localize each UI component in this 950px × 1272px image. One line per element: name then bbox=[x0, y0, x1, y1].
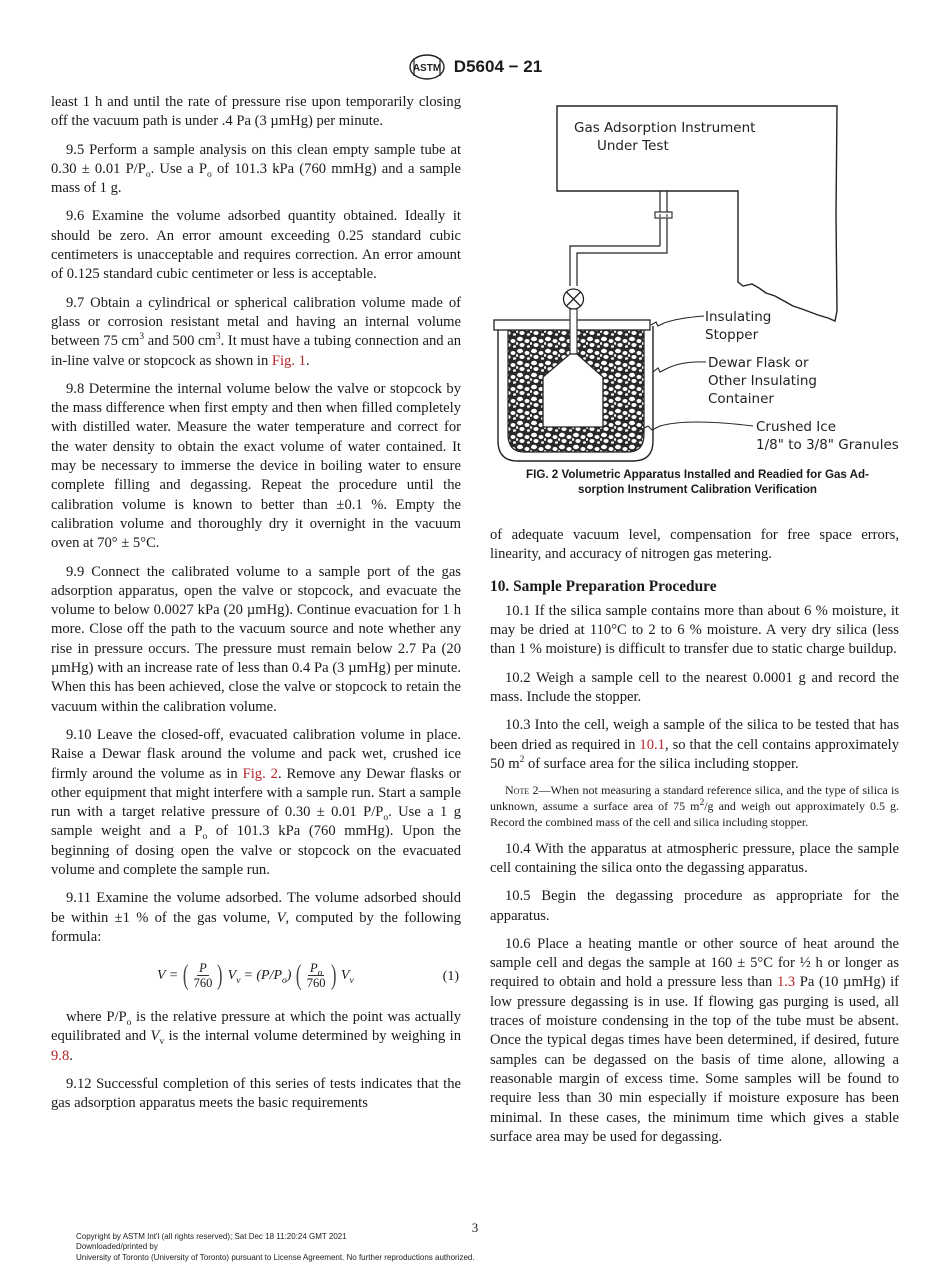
svg-text:1/8" to 3/8" Granules: 1/8" to 3/8" Granules bbox=[756, 437, 899, 453]
paragraph-9-6: 9.6 Examine the volume adsorbed quantity obtained. Ideally it should be zero. An error amount exceeding 0.25 standard cubic centimeters is unacceptable and requires correction. An error amount of 0.125 standard cubic centimeter or less is acceptable. bbox=[51, 208, 461, 283]
svg-text:Gas Adsorption Instrument: Gas Adsorption Instrument bbox=[574, 120, 756, 136]
astm-logo-icon bbox=[408, 54, 446, 80]
equation-number: (1) bbox=[442, 969, 459, 985]
svg-text:Other Insulating: Other Insulating bbox=[708, 373, 817, 389]
paragraph-continued-right: of adequate vacuum level, compensation for free space errors, linearity, and accuracy of nitrogen gas metering. bbox=[490, 527, 899, 563]
paragraph-9-7: 9.7 Obtain a cylindrical or spherical calibration volume made of glass or corrosion resistant metal and having an internal volume between 75 $cm^3$ and 500 $cm^3$. It must have a tubing connection and an in-line valve or stopcock as shown in Fig. 1. bbox=[51, 294, 461, 369]
paragraph-9-10: 9.10 Leave the closed-off, evacuated calibration volume in place. Raise a Dewar flask around the volume and pack wet, crushed ice firmly around the volume as in Fig. 2. Remove any Dewar flasks or other equipment that might interfere with a sample run. Start a sample run with a target relative pressure of 0.30 ± 0.01 $P/P_o$. Use a 1 g sample weight and a $P_o$ of 101.3 kPa (760 mmHg). Upon the beginning of dosing open the valve or stopcock on the evacuated volume and complete the sample run. bbox=[51, 726, 462, 878]
copyright-footer: Copyright by ASTM Int'l (all rights reserved); Sat Dec 18 11:20:24 GMT 2021 Downloaded/printed by University of Toronto (University of Toronto) pursuant to License Agreement. No further reproductions authorized. bbox=[76, 1232, 475, 1262]
paragraph-continued: least 1 h and until the rate of pressure rise upon temporarily closing off the vacuum path is under .4 Pa (3 µmHg) per minute. bbox=[51, 94, 461, 130]
tube-coupling-icon bbox=[655, 212, 672, 218]
fig-1-link[interactable]: Fig. 1 bbox=[271, 352, 306, 369]
note-2: Note 2—When not measuring a standard reference silica, and the type of silica is unknown, assume a surface area of 75 $m^2/g$ and weigh out approximately 0.5 g. Record the combined mass of the cell and silica including stopper. bbox=[490, 783, 899, 829]
svg-text:Under Test: Under Test bbox=[597, 138, 669, 154]
svg-text:Insulating: Insulating bbox=[705, 309, 772, 325]
paragraph-10-5: 10.5 Begin the degassing procedure as appropriate for the apparatus. bbox=[490, 888, 899, 924]
svg-text:Dewar Flask or: Dewar Flask or bbox=[708, 355, 809, 371]
paragraph-9-5: 9.5 Perform a sample analysis on this clean empty sample tube at 0.30 ± 0.01 $P/P_o$. Use a $P_o$ of 101.3 kPa (760 mmHg) and a sample mass of 1 g. bbox=[51, 141, 461, 197]
figure-2-caption: FIG. 2 Volumetric Apparatus Installed and Readied for Gas Ad- sorption Instrument Calibration Verification bbox=[526, 468, 869, 496]
fig-2-link[interactable]: Fig. 2 bbox=[242, 765, 278, 782]
section-1-3-link[interactable]: 1.3 bbox=[776, 974, 796, 991]
document-id: D5604 − 21 bbox=[453, 57, 543, 76]
right-column bbox=[490, 526, 899, 1156]
paragraph-10-2: 10.2 Weigh a sample cell to the nearest 0.0001 g and record the mass. Include the stopper. bbox=[490, 669, 899, 706]
paragraph-9-11: 9.11 Examine the volume adsorbed. The volume adsorbed should be within ±1 % of the gas volume, V, computed by the following formula: bbox=[51, 890, 461, 945]
left-column bbox=[51, 93, 461, 1123]
paragraph-9-8: 9.8 Determine the internal volume below the valve or stopcock by the mass difference when first empty and then when filled completely with distilled water. Measure the water temperature and correct for the water density to obtain the exact volume of water contained. It may be necessary to immerse the device in boiling water to ensure complete filling and degassing. Repeat the procedure until the calibration volume is known to better than ±0.1 %. Empty the calibration volume and thoroughly dry it overnight in the vacuum oven at 70° ± 5°C. bbox=[51, 380, 461, 552]
paragraph-9-12: 9.12 Successful completion of this series of tests indicates that the gas adsorption apparatus meets the basic requirements bbox=[51, 1076, 461, 1112]
svg-text:Container: Container bbox=[708, 391, 774, 407]
page-header bbox=[0, 54, 950, 80]
equation-1: V = ( $\frac{P}{760}$ ) $V_v$ = $(P/P_o)$ ( $\frac{P_o}{760}$ ) $V_v$ (1) bbox=[157, 960, 459, 992]
section-10-1-link[interactable]: 10.1 bbox=[639, 736, 665, 753]
svg-text:Stopper: Stopper bbox=[705, 327, 759, 343]
svg-text:Crushed Ice: Crushed Ice bbox=[756, 419, 836, 435]
paragraph-10-3: 10.3 Into the cell, weigh a sample of the silica to be tested that has been dried as required in 10.1, so that the cell contains approximately 50 $m^2$ of surface area for the silica including stopper. bbox=[490, 717, 900, 772]
section-9-8-link[interactable]: 9.8 bbox=[51, 1047, 70, 1064]
paragraph-10-1: 10.1 If the silica sample contains more than about 6 % moisture, it may be dried at 110°C to 2 to 6 % moisture. A very dry silica (less than 1 % moisture) is difficult to transfer due to static charge buildup. bbox=[490, 602, 899, 658]
paragraph-where: where $P/P_o$ is the relative pressure at which the point was actually equilibrated and $V_v$ is the internal volume determined by weighing in 9.8. bbox=[51, 1009, 462, 1064]
page-number: 3 bbox=[471, 1220, 479, 1235]
figure-2-diagram bbox=[488, 96, 928, 506]
svg-text:ASTM: ASTM bbox=[412, 63, 441, 74]
paragraph-10-4: 10.4 With the apparatus at atmospheric pressure, place the sample cell containing the silica onto the degassing apparatus. bbox=[490, 840, 899, 876]
paragraph-9-9: 9.9 Connect the calibrated volume to a sample port of the gas adsorption apparatus, open the valve or stopcock, and evacuate the volume to below 0.0027 kPa (20 µmHg). Continue evacuation for 1 h more. Close off the path to the vacuum source and note whether any rise in pressure occurs. The pressure must remain below 2.7 Pa (20 µmHg) with an increase rate of less than 0.4 Pa (3 µmHg) per minute. When this has been achieved, close the valve or stopcock to retain the vacuum within the calibration volume. bbox=[51, 563, 461, 715]
section-title-10: 10. Sample Preparation Procedure bbox=[490, 577, 717, 595]
paragraph-10-6: 10.6 Place a heating mantle or other source of heat around the sample cell and degas the sample at 160 ± 5°C for ½ h or longer as required to obtain and hold a pressure less than 1.3 Pa (10 µmHg) if low pressure degassing is in use. If flowing gas purging is used, all traces of moisture condensing in the top of the tube must be absent. Once the typical degas times have been determined, if desired, future samples can be degassed on the basis of time alone, allowing a reasonable margin of excess time. Some samples will be found to require less than 30 min especially if moisture exposure has been minimal. In these cases, the minimum time which gives a stable surface area may be used for degassing. bbox=[490, 935, 900, 1145]
